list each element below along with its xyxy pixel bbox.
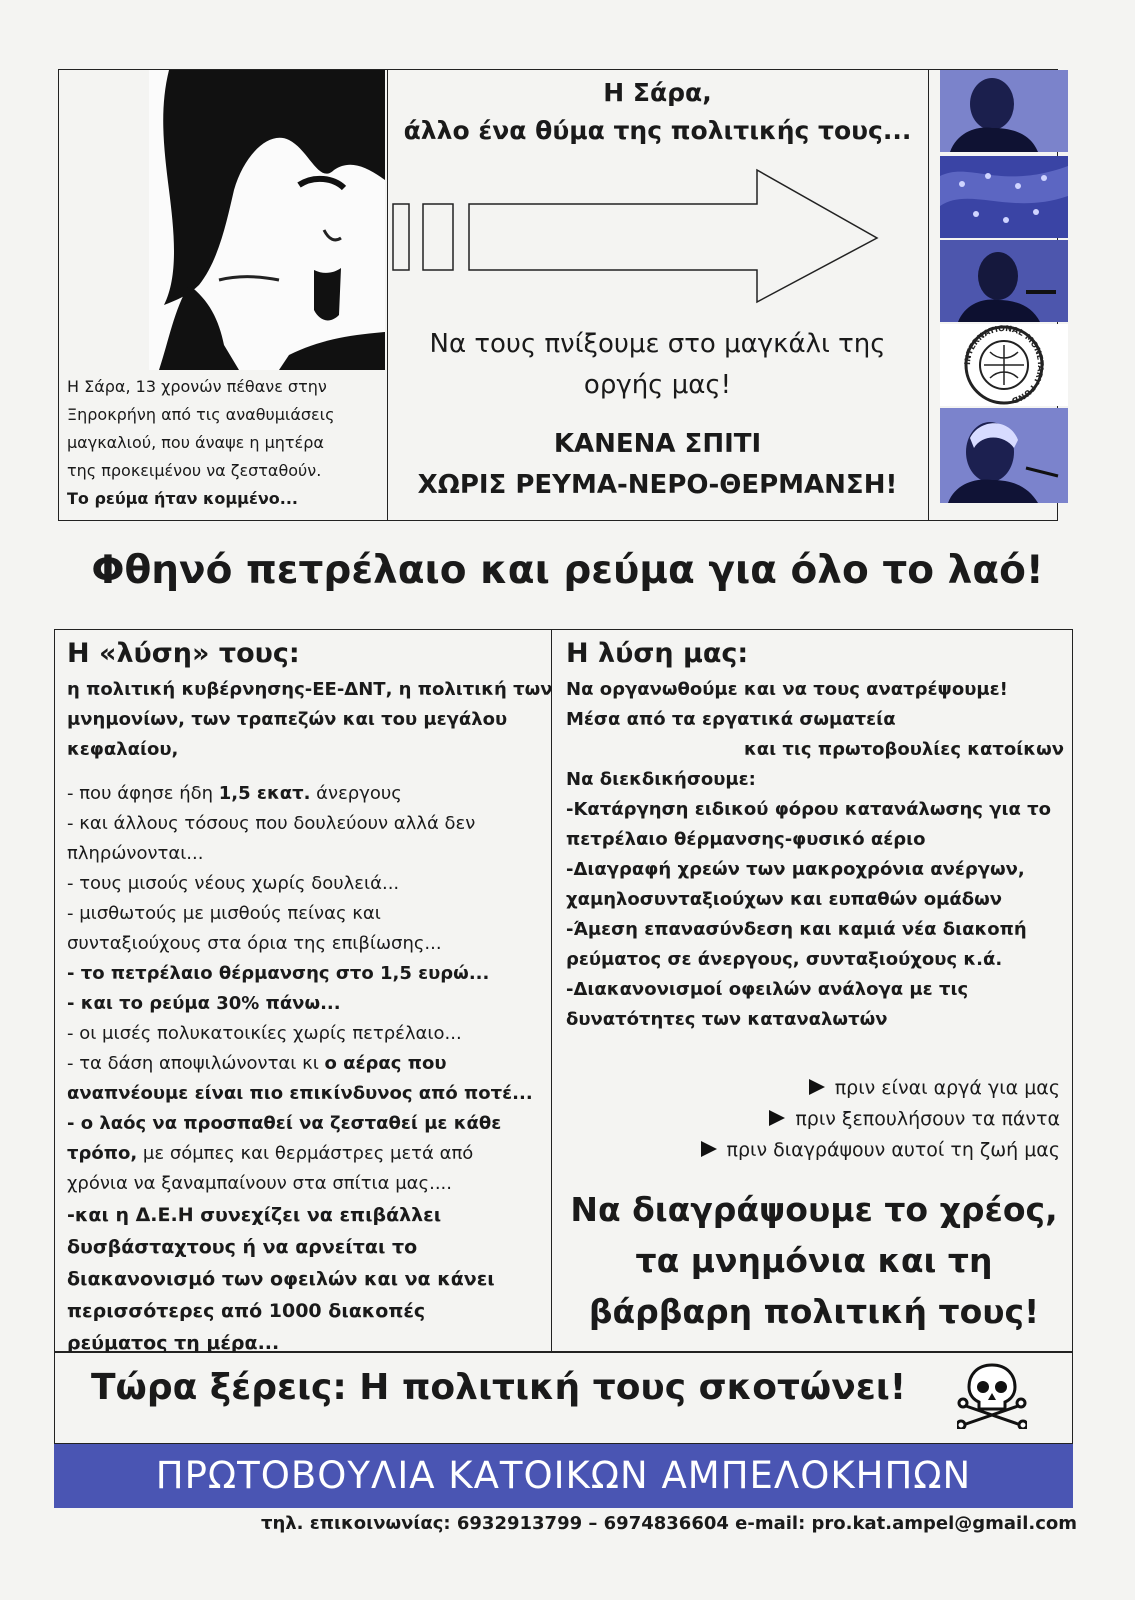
heading-line: άλλο ένα θύμα της πολιτικής τους... [403, 116, 912, 145]
list-item: πετρέλαιο θέρμανσης-φυσικό αέριο [566, 829, 926, 850]
imf-logo [940, 324, 1068, 406]
list-item: Μέσα από τα εργατικά σωματεία [566, 709, 896, 730]
list-item: δυνατότητες των καταναλωτών [566, 1009, 888, 1030]
slogan-line: Να τους πνίξουμε στο μαγκάλι της [429, 329, 886, 359]
list-item: Να διεκδικήσουμε: [566, 769, 756, 790]
list-item: - μισθωτούς με μισθούς πείνας και [67, 903, 381, 924]
list-item: - ο λαός να προσπαθεί να ζεσταθεί με κάθε [67, 1113, 502, 1134]
imf-ring-text: INTERNATIONAL MONETARY FUND [962, 324, 1046, 406]
intro-line: μνημονίων, των τραπεζών και του μεγάλου [67, 709, 508, 730]
warning-bar [54, 1352, 1073, 1444]
sara-heading [387, 74, 928, 150]
text-run: τρόπο, [67, 1143, 138, 1164]
politicians-strip [928, 70, 1059, 520]
list-item: αναπνέουμε είναι πιο επικίνδυνος από ποτέ... [67, 1083, 533, 1104]
text-run: πριν είναι αργά για μας [834, 1077, 1060, 1099]
organization-banner: ΠΡΩΤΟΒΟΥΛΙΑ ΚΑΤΟΙΚΩΝ ΑΜΠΕΛΟΚΗΠΩΝ [54, 1444, 1073, 1508]
triangle-bullet-icon [809, 1079, 825, 1095]
list-item: ρεύματος σε άνεργους, συνταξιούχους κ.ά. [566, 949, 1003, 970]
list-item: -Διαγραφή χρεών των μακροχρόνια ανέργων, [566, 859, 1025, 880]
arrow-graphic [387, 166, 928, 306]
list-item: -και η Δ.Ε.Η συνεχίζει να επιβάλλει [67, 1204, 442, 1226]
text-run: με σόμπες και θερμάστρες μετά από [137, 1143, 474, 1164]
list-item: συνταξιούχους στα όρια της επιβίωσης... [67, 933, 442, 954]
list-item [67, 1139, 539, 1169]
politician-photo-2 [940, 240, 1068, 322]
heading-line: Η Σάρα, [603, 78, 712, 107]
caption-line: μαγκαλιού, που άναψε η μητέρα [67, 433, 324, 452]
their-solution-title: Η «λύση» τους: [67, 638, 300, 669]
their-solution-column [55, 630, 553, 1354]
victim-caption [67, 373, 334, 513]
text-run: 1,5 εκατ. [218, 783, 311, 804]
top-frame [58, 69, 1058, 521]
text-run: πριν ξεπουλήσουν τα πάντα [795, 1108, 1060, 1130]
skull-crossbones-icon [957, 1361, 1027, 1429]
list-item: πληρώνονται... [67, 843, 204, 864]
intro-line: κεφαλαίου, [67, 739, 179, 760]
before-list-item [566, 1073, 1062, 1104]
list-item: και τις πρωτοβουλίες κατοίκων [744, 739, 1064, 760]
list-item: χρόνια να ξαναμπαίνουν στα σπίτια μας.... [67, 1173, 452, 1194]
list-item [67, 779, 539, 809]
eu-flag-image [940, 156, 1068, 238]
triangle-bullet-icon [769, 1110, 785, 1126]
list-item: -Κατάργηση ειδικού φόρου κατανάλωσης για το [566, 799, 1052, 820]
text-run: - που άφησε ήδη [67, 783, 219, 804]
list-item: - και άλλους τόσους που δουλεύουν αλλά δεν [67, 813, 476, 834]
text-run: - τα δάση αποψιλώνονται κι [67, 1053, 325, 1074]
our-solution-column [552, 630, 1072, 1351]
text-run: πριν διαγράψουν αυτοί τη ζωή μας [726, 1139, 1060, 1161]
list-item: - το πετρέλαιο θέρμανσης στο 1,5 ευρώ... [67, 963, 490, 984]
politician-photo-1 [940, 70, 1068, 152]
before-list-item [566, 1104, 1062, 1135]
drown-slogan [387, 324, 928, 406]
solutions-columns [54, 629, 1073, 1352]
our-solution-title: Η λύση μας: [566, 638, 749, 669]
politician-photo-3 [940, 408, 1068, 503]
call-line: βάρβαρη πολιτική τους! [588, 1292, 1040, 1331]
victim-photo-cell [59, 70, 388, 520]
list-item: - τους μισούς νέους χωρίς δουλειά... [67, 873, 400, 894]
slogan-line: ΚΑΝΕΝΑ ΣΠΙΤΙ [553, 429, 762, 459]
call-line: τα μνημόνια και τη [635, 1241, 993, 1280]
debt-call [566, 1184, 1062, 1337]
caption-bold-line: Το ρεύμα ήταν κομμένο... [67, 489, 298, 508]
slogan-line: οργής μας! [583, 370, 732, 400]
caption-line: Ξηροκρήνη από τις αναθυμιάσεις [67, 405, 335, 424]
caption-line: της προκειμένου να ζεσταθούν. [67, 461, 322, 480]
list-item: περισσότερες από 1000 διακοπές [67, 1300, 426, 1322]
kills-slogan: Τώρα ξέρεις: Η πολιτική τους σκοτώνει! [91, 1367, 907, 1408]
text-run: ο αέρας που [324, 1053, 447, 1074]
caption-line: Η Σάρα, 13 χρονών πέθανε στην [67, 377, 327, 396]
list-item: διακανονισμό των οφειλών και να κάνει [67, 1268, 495, 1290]
list-item: - και το ρεύμα 30% πάνω... [67, 993, 341, 1014]
list-item: δυσβάσταχτους ή να αρνείται το [67, 1236, 418, 1258]
intro-line: η πολιτική κυβέρνησης-ΕΕ-ΔΝΤ, η πολιτική των [67, 679, 553, 700]
main-headline: Φθηνό πετρέλαιο και ρεύμα για όλο το λαό! [91, 548, 1044, 593]
no-home-slogan [387, 424, 928, 506]
list-item: -Άμεση επανασύνδεση και καμιά νέα διακοπή [566, 919, 1027, 940]
before-list-item [566, 1135, 1062, 1166]
slogan-line: ΧΩΡΙΣ ΡΕΥΜΑ-ΝΕΡΟ-ΘΕΡΜΑΝΣΗ! [417, 470, 898, 500]
call-line: Να διαγράψουμε το χρέος, [570, 1190, 1058, 1229]
list-item [67, 1049, 539, 1079]
message-cell [387, 70, 929, 520]
list-item: ρεύματος τη μέρα... [67, 1332, 280, 1354]
text-run: άνεργους [310, 783, 402, 804]
list-item: - οι μισές πολυκατοικίες χωρίς πετρέλαιο... [67, 1023, 462, 1044]
triangle-bullet-icon [701, 1141, 717, 1157]
list-item: -Διακανονισμοί οφειλών ανάλογα με τις [566, 979, 969, 1000]
list-item: χαμηλοσυνταξιούχων και ευπαθών ομάδων [566, 889, 1003, 910]
list-item: Να οργανωθούμε και να τους ανατρέψουμε! [566, 679, 1008, 700]
contact-info: τηλ. επικοινωνίας: 6932913799 – 6974836604 e-mail: pro.kat.ampel@gmail.com [260, 1513, 1077, 1534]
victim-portrait-image [149, 70, 385, 370]
